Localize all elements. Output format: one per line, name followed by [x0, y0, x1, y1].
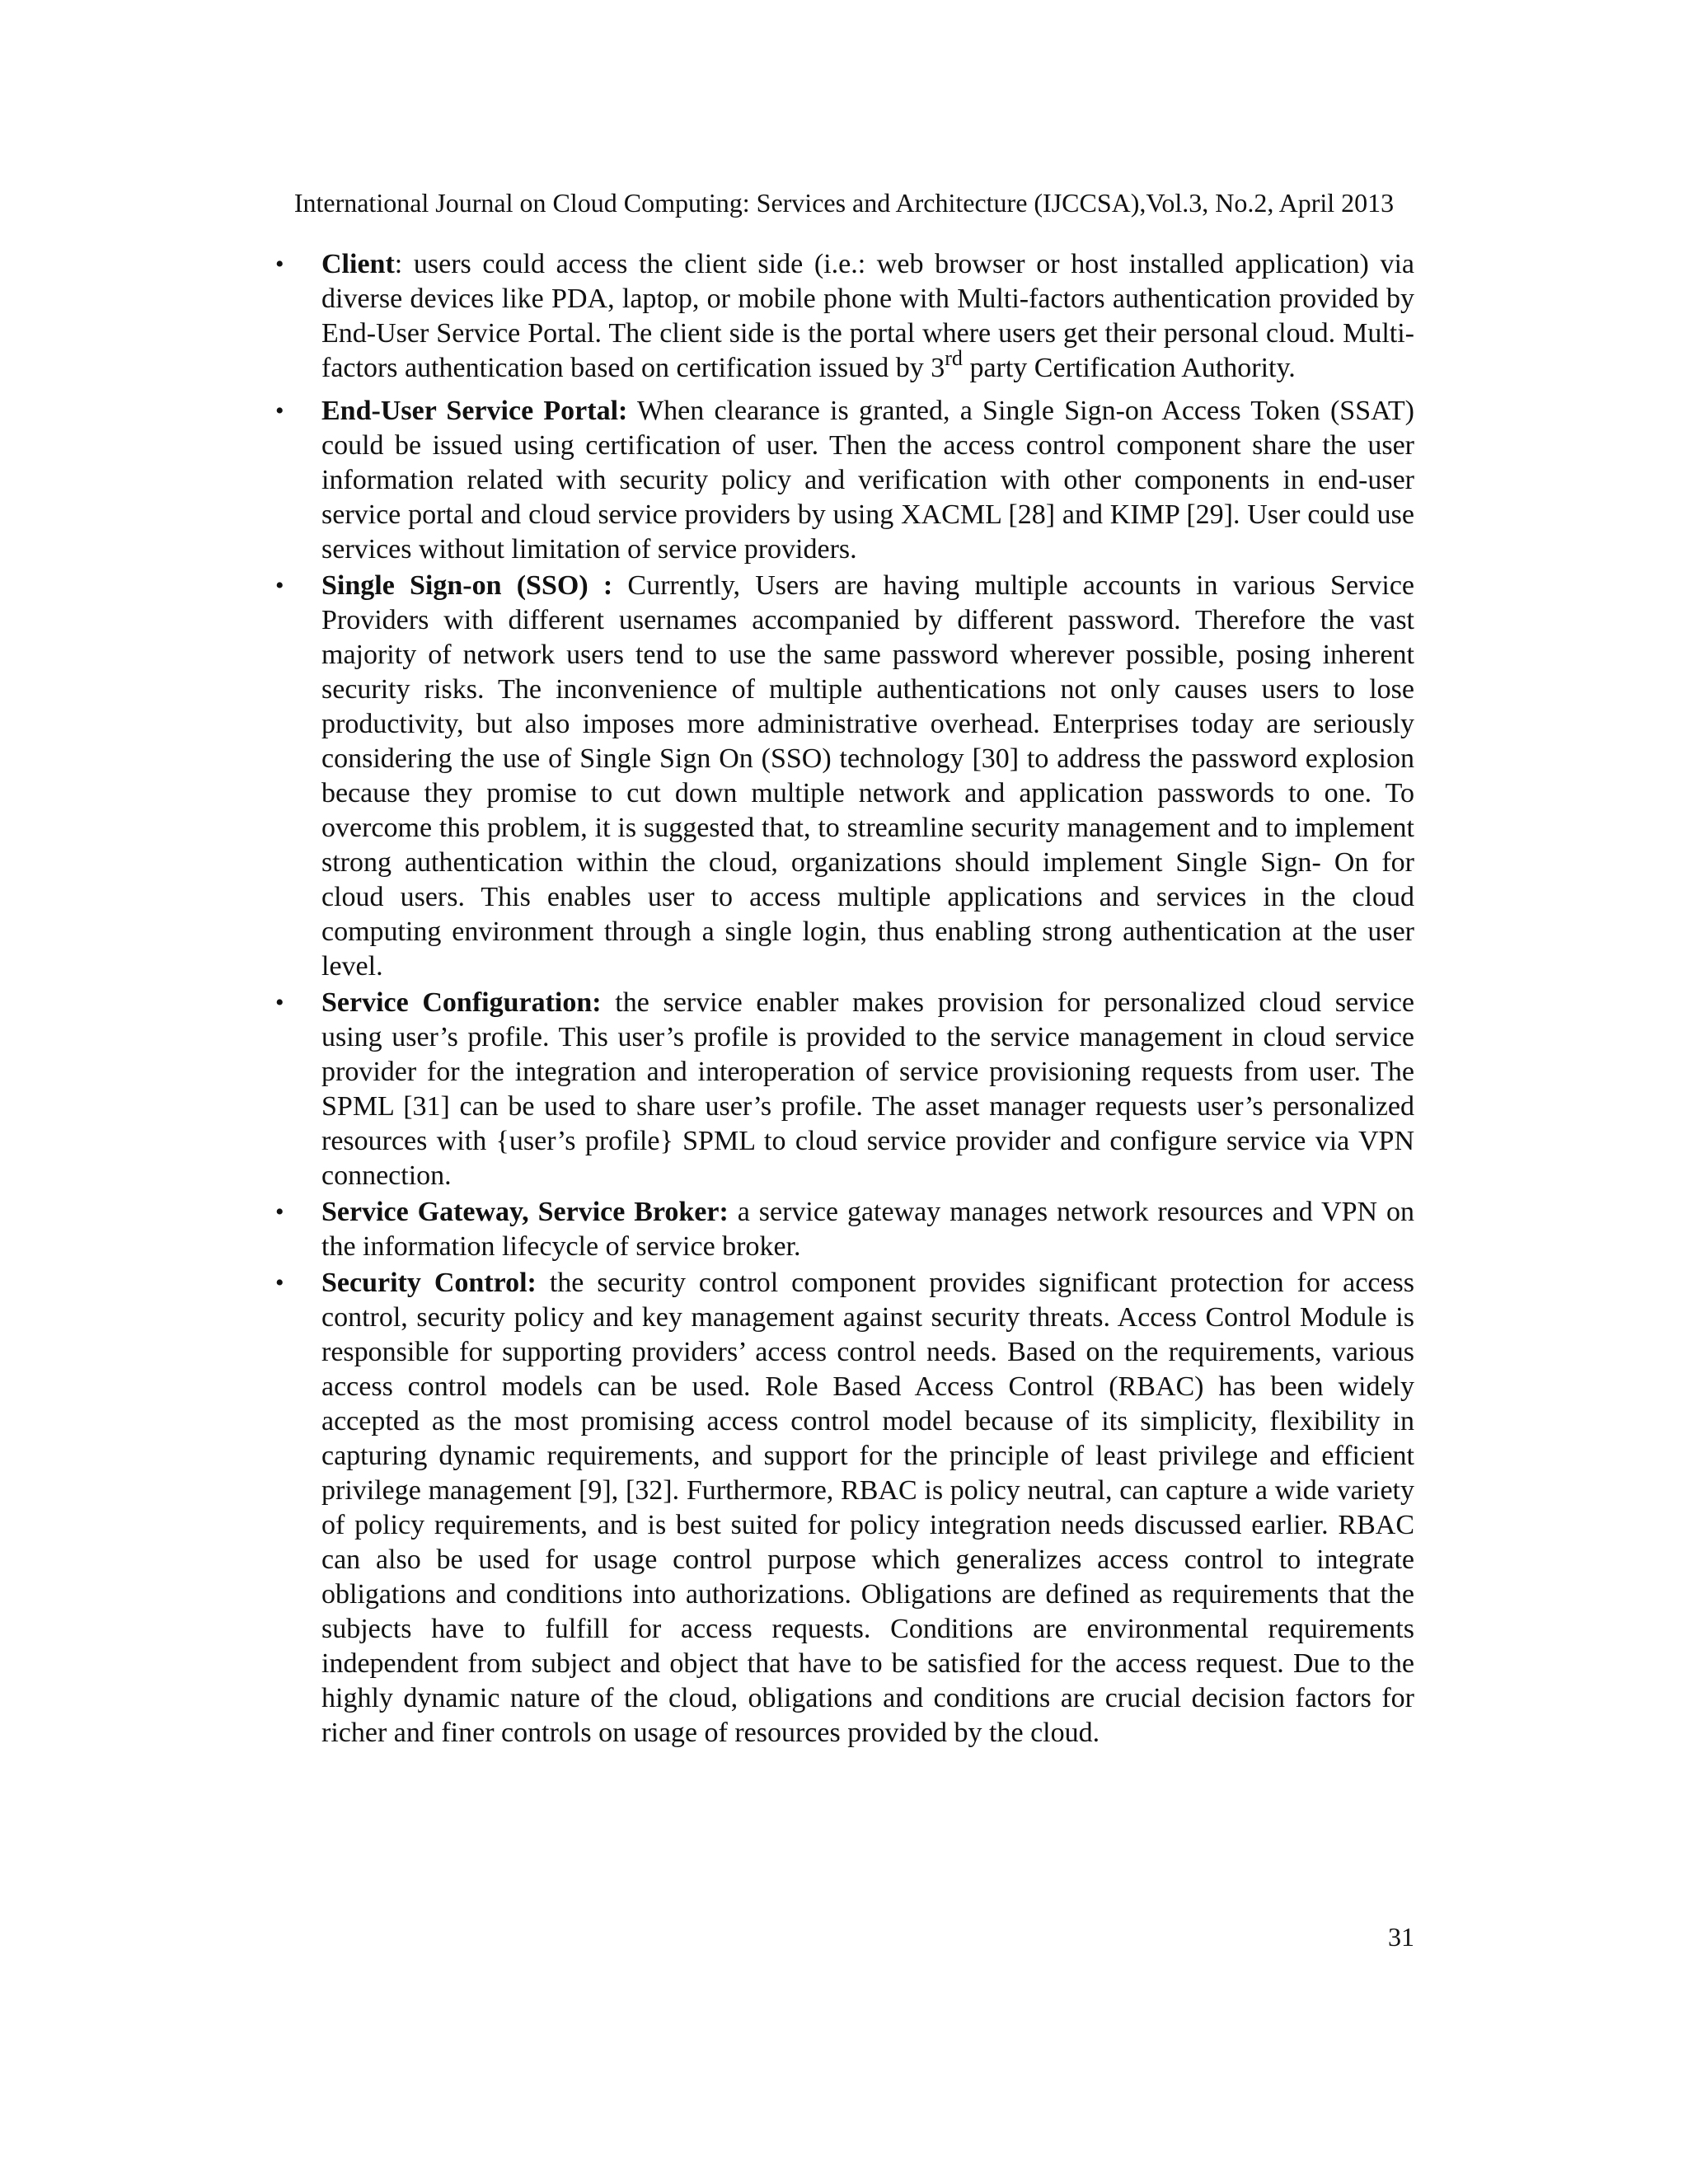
- bullet-item-single-sign-on: [270, 569, 1414, 984]
- bullet-list: [270, 247, 1414, 1750]
- bullet-dot-icon: •: [275, 1198, 284, 1226]
- bullet-body: the security control component provides significant protection for access control, security policy and key management against security threats. Access Control Module is responsible for supporting providers’ access control needs. Based on the requirements, various access control models can be used. Role Based Access Control (RBAC) has been widely accepted as the most promising access control model because of its simplicity, flexibility in capturing dynamic requirements, and support for the principle of least privilege and efficient privilege management [9], [32]. Furthermore, RBAC is policy neutral, can capture a wide variety of policy requirements, and is best suited for policy integration needs discussed earlier. RBAC can also be used for usage control purpose which generalizes access control to integrate obligations and conditions into authorizations. Obligations are defined as requirements that the subjects have to fulfill for access requests. Conditions are environmental requirements independent from subject and object that have to be satisfied for the access request. Due to the highly dynamic nature of the cloud, obligations and conditions are crucial decision factors for richer and finer controls on usage of resources provided by the cloud.: [321, 1268, 1414, 1748]
- bullet-term: Single Sign-on (SSO) :: [321, 570, 613, 601]
- bullet-term: End-User Service Portal:: [321, 396, 628, 426]
- bullet-body: When clearance is granted, a Single Sign-on Access Token (SSAT) could be issued using certification of user. Then the access control component share the user information related with security policy and verification with other components in end-user service portal and cloud service providers by using XACML [28] and KIMP [29]. User could use services without limitation of service providers.: [321, 396, 1414, 565]
- bullet-body-tail: party Certification Authority.: [962, 353, 1296, 383]
- bullet-item-client: [270, 247, 1414, 386]
- bullet-dot-icon: •: [275, 251, 284, 278]
- bullet-term: Service Configuration:: [321, 987, 602, 1018]
- superscript: rd: [945, 346, 963, 370]
- bullet-dot-icon: •: [275, 989, 284, 1016]
- bullet-body: the service enabler makes provision for personalized cloud service using user’s profile. This user’s profile is provided to the service management in cloud service provider for the integration and interoperation of service provisioning requests from user. The SPML [31] can be used to share user’s profile. The asset manager requests user’s personalized resources with {user’s profile} SPML to cloud service provider and configure service via VPN connection.: [321, 987, 1415, 1191]
- bullet-item-security-control: [270, 1266, 1414, 1750]
- journal-header: International Journal on Cloud Computing: Services and Architecture (IJCCSA),Vol.3, No.2, April 2013: [293, 188, 1395, 218]
- bullet-body: Currently, Users are having multiple accounts in various Service Providers with different usernames accompanied by different password. Therefore the vast majority of network users tend to use the same password wherever possible, posing inherent security risks. The inconvenience of multiple authentications not only causes users to lose productivity, but also imposes more administrative overhead. Enterprises today are seriously considering the use of Single Sign On (SSO) technology [30] to address the password explosion because they promise to cut down multiple network and application passwords to one. To overcome this problem, it is suggested that, to streamline security management and to implement strong authentication within the cloud, organizations should implement Single Sign- On for cloud users. This enables user to access multiple applications and services in the cloud computing environment through a single login, thus enabling strong authentication at the user level.: [321, 570, 1415, 982]
- bullet-body: a service gateway manages network resources and VPN on the information lifecycle of service broker.: [321, 1197, 1414, 1262]
- bullet-term: Service Gateway, Service Broker:: [321, 1197, 729, 1227]
- bullet-item-service-configuration: [270, 986, 1414, 1193]
- bullet-item-service-gateway: [270, 1195, 1414, 1264]
- bullet-term: Security Control:: [321, 1268, 537, 1298]
- bullet-dot-icon: •: [275, 397, 284, 424]
- bullet-item-end-user-service-portal: [270, 394, 1414, 567]
- bullet-dot-icon: •: [275, 1269, 284, 1296]
- bullet-dot-icon: •: [275, 572, 284, 599]
- page-number: 31: [1388, 1922, 1414, 1952]
- bullet-term: Client: [321, 249, 395, 279]
- bullet-body: : users could access the client side (i.e.: web browser or host installed application) via diverse devices like PDA, laptop, or mobile phone with Multi-factors authentication provided by End-User Service Portal. The client side is the portal where users get their personal cloud. Multi-factors authentication based on certification issued by 3: [321, 249, 1414, 383]
